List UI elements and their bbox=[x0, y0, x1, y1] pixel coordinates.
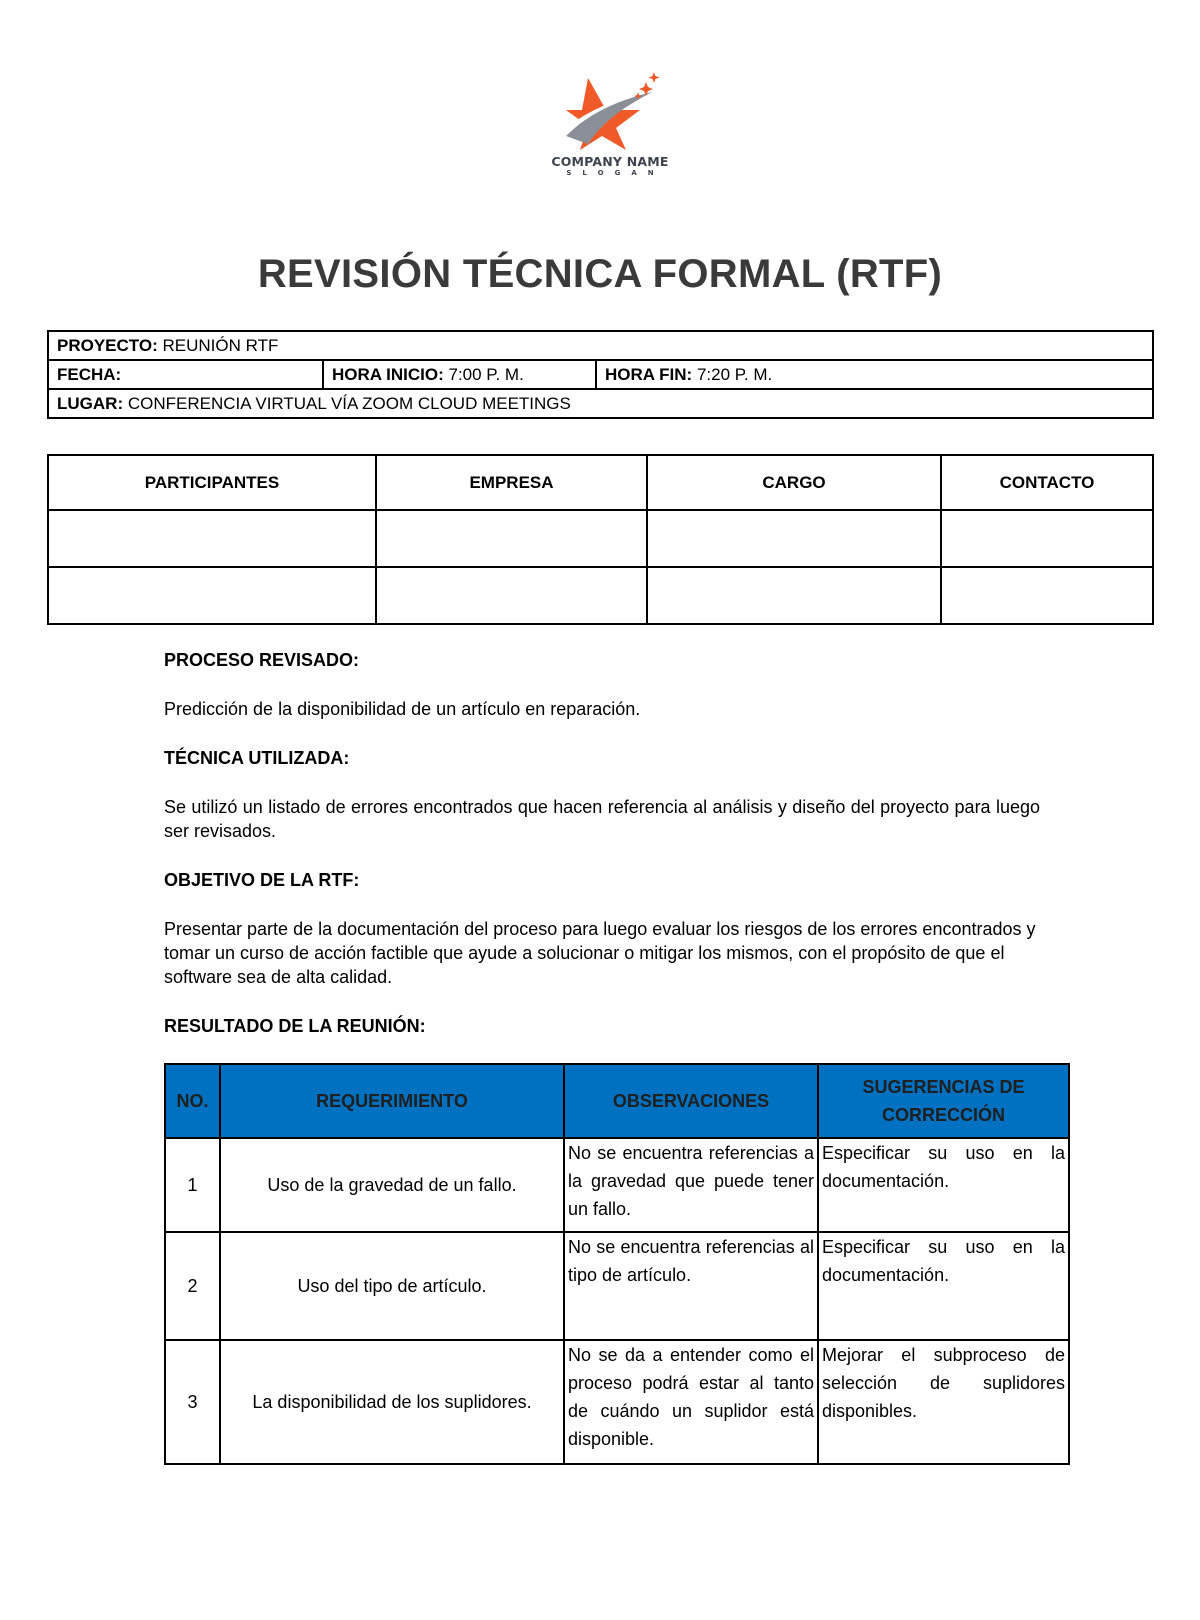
company-slogan: SLOGAN bbox=[566, 169, 665, 177]
requerimiento-cell: La disponibilidad de los suplidores. bbox=[220, 1340, 564, 1464]
lugar-cell bbox=[48, 389, 1153, 418]
cargo-cell bbox=[647, 510, 941, 567]
contacto-cell bbox=[941, 567, 1153, 624]
empresa-cell bbox=[376, 567, 647, 624]
page-title: REVISIÓN TÉCNICA FORMAL (RTF) bbox=[257, 252, 943, 296]
row-number: 3 bbox=[165, 1340, 220, 1464]
fecha-label: FECHA: bbox=[57, 364, 122, 384]
table-row bbox=[48, 567, 1153, 624]
header-empresa: EMPRESA bbox=[376, 455, 647, 510]
header-sugerencias: SUGERENCIAS DE CORRECCIÓN bbox=[818, 1064, 1069, 1138]
observaciones-cell: No se encuentra referencias al tipo de artículo. bbox=[564, 1232, 818, 1340]
fecha-cell bbox=[48, 360, 323, 389]
table-row bbox=[165, 1340, 1069, 1464]
proyecto-label: PROYECTO: bbox=[57, 335, 158, 355]
header-cargo: CARGO bbox=[647, 455, 941, 510]
header-observaciones: OBSERVACIONES bbox=[564, 1064, 818, 1138]
hora-inicio-value: 7:00 P. M. bbox=[448, 364, 524, 384]
resultado-heading: RESULTADO DE LA REUNIÓN: bbox=[164, 1016, 426, 1036]
cargo-cell bbox=[647, 567, 941, 624]
table-row bbox=[165, 1138, 1069, 1232]
observaciones-cell: No se encuentra referencias a la gravedad que puede tener un fallo. bbox=[564, 1138, 818, 1232]
row-number: 2 bbox=[165, 1232, 220, 1340]
participants-table bbox=[47, 454, 1154, 625]
contacto-cell bbox=[941, 510, 1153, 567]
company-name: COMPANY NAME bbox=[551, 154, 669, 169]
table-row bbox=[48, 510, 1153, 567]
proyecto-value: REUNIÓN RTF bbox=[162, 335, 279, 355]
objetivo-text: Presentar parte de la documentación del proceso para luego evaluar los riesgos de los errores encontrados y tomar un curso de acción factible que ayude a solucionar o mitigar los mismos, con el propósito de que el software sea de alta calidad. bbox=[164, 919, 1036, 987]
results-table bbox=[164, 1063, 1070, 1465]
proyecto-cell bbox=[48, 331, 1153, 360]
hora-fin-cell bbox=[596, 360, 1153, 389]
requerimiento-cell: Uso de la gravedad de un fallo. bbox=[220, 1138, 564, 1232]
tecnica-text: Se utilizó un listado de errores encontrados que hacen referencia al análisis y diseño del proyecto para luego ser revisados. bbox=[164, 797, 1040, 841]
hora-inicio-label: HORA INICIO: bbox=[332, 364, 444, 384]
row-number: 1 bbox=[165, 1138, 220, 1232]
lugar-value: CONFERENCIA VIRTUAL VÍA ZOOM CLOUD MEETINGS bbox=[127, 393, 571, 413]
hora-fin-value: 7:20 P. M. bbox=[696, 364, 773, 384]
sugerencias-cell: Mejorar el subproceso de selección de suplidores disponibles. bbox=[818, 1340, 1069, 1464]
requerimiento-cell: Uso del tipo de artículo. bbox=[220, 1232, 564, 1340]
participant-cell bbox=[48, 510, 376, 567]
observaciones-cell: No se da a entender como el proceso podrá estar al tanto de cuándo un suplidor está disponible. bbox=[564, 1340, 818, 1464]
proceso-heading: PROCESO REVISADO: bbox=[164, 650, 360, 670]
tecnica-heading: TÉCNICA UTILIZADA: bbox=[164, 748, 350, 768]
header-requerimiento: REQUERIMIENTO bbox=[220, 1064, 564, 1138]
empresa-cell bbox=[376, 510, 647, 567]
sugerencias-cell: Especificar su uso en la documentación. bbox=[818, 1232, 1069, 1340]
table-row bbox=[165, 1232, 1069, 1340]
proceso-text: Predicción de la disponibilidad de un artículo en reparación. bbox=[164, 699, 641, 719]
header-contacto: CONTACTO bbox=[941, 455, 1153, 510]
header-participantes: PARTICIPANTES bbox=[48, 455, 376, 510]
hora-inicio-cell bbox=[323, 360, 596, 389]
star-logo-icon bbox=[560, 70, 660, 152]
header-no: NO. bbox=[165, 1064, 220, 1138]
project-info-table bbox=[47, 330, 1154, 419]
objetivo-heading: OBJETIVO DE LA RTF: bbox=[164, 870, 360, 890]
lugar-label: LUGAR: bbox=[57, 393, 124, 413]
sugerencias-cell: Especificar su uso en la documentación. bbox=[818, 1138, 1069, 1232]
participant-cell bbox=[48, 567, 376, 624]
company-logo bbox=[540, 70, 680, 190]
hora-fin-label: HORA FIN: bbox=[605, 364, 693, 384]
